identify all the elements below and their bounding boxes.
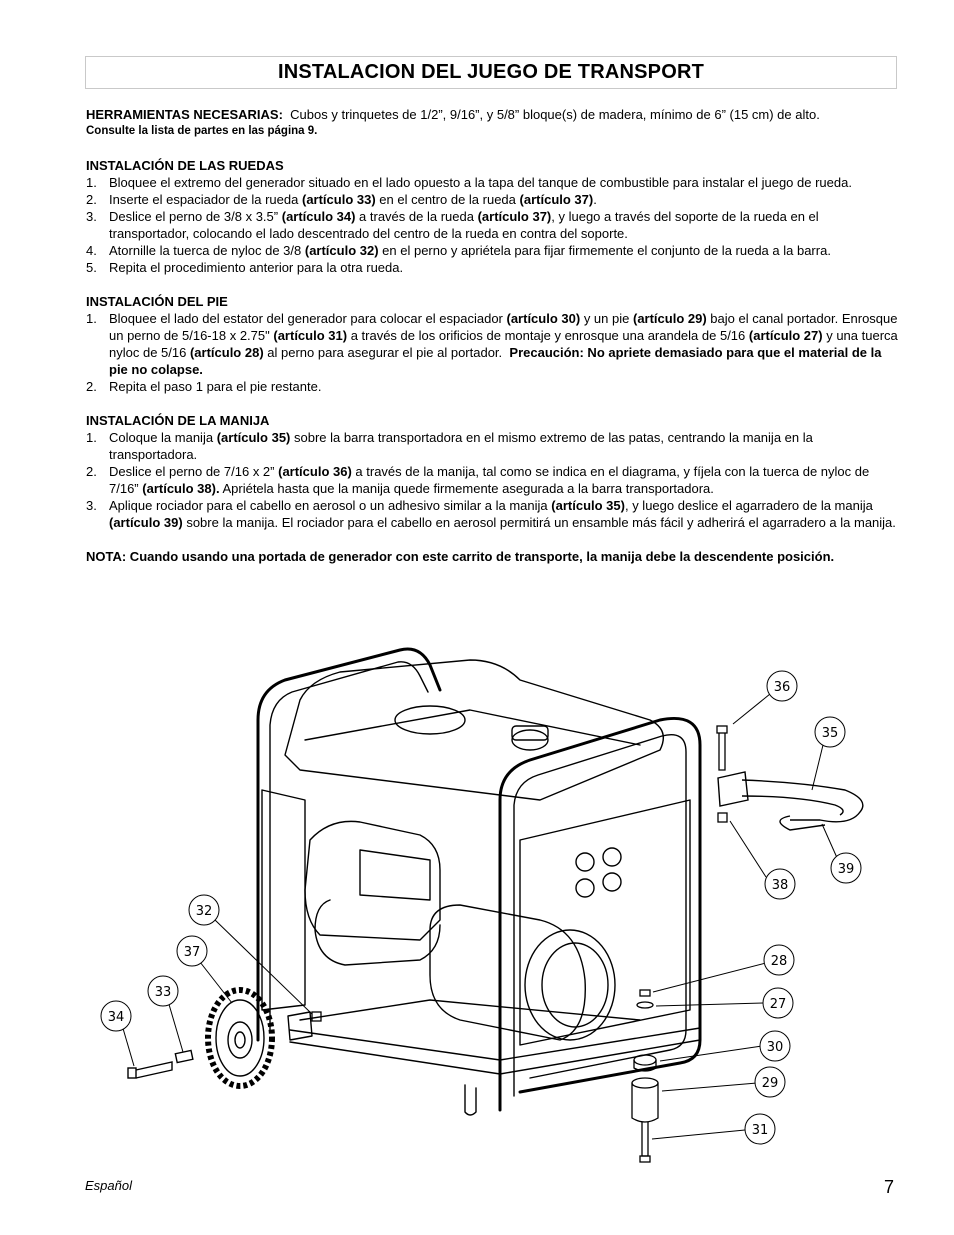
step-text: Deslice el perno de 7/16 x 2” bbox=[109, 464, 275, 479]
step-text: . bbox=[593, 192, 597, 207]
item-ref: (artículo 35) bbox=[216, 430, 291, 445]
step-text: Atornille la tuerca de nyloc de 3/8 bbox=[109, 243, 302, 258]
step-text: a través de la manija, tal como se indica en el diagrama, y fíjela con la tuerca de nyloc de 7/16” bbox=[109, 464, 870, 496]
step-text: al perno para asegurar el pie al portador. bbox=[267, 345, 503, 360]
engine-cylinder bbox=[360, 850, 430, 900]
alternator bbox=[430, 905, 585, 1040]
callout-label: 28 bbox=[770, 954, 788, 969]
item-ref: (artículo 28) bbox=[189, 345, 264, 360]
callout-29 bbox=[755, 1067, 785, 1097]
step-text: Inserte el espaciador de la rueda bbox=[109, 192, 299, 207]
handle-grip bbox=[780, 816, 825, 830]
step-text: Bloquee el lado del estator del generador para colocar el espaciador bbox=[109, 311, 503, 326]
handle bbox=[718, 772, 863, 830]
callout-28 bbox=[764, 945, 794, 975]
tank-opening bbox=[395, 706, 465, 734]
step-text: , y luego a través del soporte de la rueda en el transportador, colocando el lado descentrado del centro de la rueda en contra del soporte. bbox=[109, 209, 819, 241]
item-ref: (artículo 35) bbox=[551, 498, 625, 513]
callout-34 bbox=[101, 1001, 131, 1031]
item-ref: (artículo 27) bbox=[748, 328, 823, 343]
step-number: 3. bbox=[86, 498, 97, 513]
footer-language: Español bbox=[85, 1178, 132, 1193]
foot-assembly bbox=[632, 990, 658, 1162]
base-rail bbox=[300, 1000, 640, 1020]
step-text: sobre la manija. El rociador para el cabello en aerosol permitirá un ensamble más fácil y adherirá el agarradero a la manija. bbox=[186, 515, 896, 530]
rear-foot bbox=[465, 1085, 476, 1115]
callout-32 bbox=[189, 895, 219, 925]
tools-text: Cubos y trinquetes de 1/2”, 9/16”, y 5/8” bloque(s) de madera, mínimo de 6” (15 cm) de alto. bbox=[290, 107, 820, 122]
item-ref: (artículo 31) bbox=[273, 328, 348, 343]
side-panel bbox=[262, 790, 305, 1010]
handle-nut bbox=[718, 813, 727, 822]
callout-31 bbox=[745, 1114, 775, 1144]
callout-30 bbox=[760, 1031, 790, 1061]
base-rail bbox=[290, 1028, 700, 1060]
engine-block bbox=[305, 821, 440, 940]
callout-label: 29 bbox=[761, 1076, 779, 1091]
frame-front-tube bbox=[500, 718, 700, 1110]
item-ref: (artículo 39) bbox=[109, 515, 183, 530]
tank-ridge bbox=[305, 710, 640, 745]
item-ref: (artículo 34) bbox=[281, 209, 356, 224]
step-text: y un pie bbox=[583, 311, 630, 326]
outlet bbox=[576, 879, 594, 897]
handle-heading: INSTALACIÓN DE LA MANIJA bbox=[86, 413, 270, 428]
callout-label: 35 bbox=[821, 726, 839, 741]
axle-bolt bbox=[128, 1062, 172, 1078]
step-text: en el centro de la rueda bbox=[379, 192, 516, 207]
step-text: en el perno y apriétela para fijar firmemente el conjunto de la rueda a la barra. bbox=[382, 243, 831, 258]
callout-27 bbox=[763, 988, 793, 1018]
callout-label: 34 bbox=[107, 1010, 125, 1025]
handle-bolt bbox=[717, 726, 727, 770]
alternator-end-cap bbox=[525, 930, 615, 1040]
item-ref: (artículo 36) bbox=[278, 464, 352, 479]
frame-rear-tube-inner bbox=[270, 662, 428, 1030]
step-text: a través de la rueda bbox=[359, 209, 474, 224]
callout-label: 36 bbox=[773, 680, 791, 695]
wheel-bracket bbox=[288, 1012, 312, 1040]
wheel bbox=[208, 990, 272, 1086]
page-title: INSTALACION DEL JUEGO DE TRANSPORT bbox=[277, 61, 705, 83]
frame-front-tube-inner bbox=[514, 735, 686, 1096]
step-text: Repita el paso 1 para el pie restante. bbox=[109, 379, 322, 394]
step-text: Deslice el perno de 3/8 x 3.5” bbox=[109, 209, 279, 224]
step-number: 2. bbox=[86, 192, 97, 207]
outlet bbox=[603, 873, 621, 891]
step-number: 3. bbox=[86, 209, 97, 224]
step-number: 1. bbox=[86, 175, 97, 190]
fuel-tank bbox=[285, 660, 663, 800]
callout-37 bbox=[177, 936, 207, 966]
item-ref: (artículo 29) bbox=[632, 311, 707, 326]
step-number: 2. bbox=[86, 379, 97, 394]
callout-label: 37 bbox=[183, 945, 201, 960]
step-text: sobre la barra transportadora en el mismo extremo de las patas, centrando la manija en la transportadora. bbox=[109, 430, 813, 462]
item-ref: (artículo 30) bbox=[506, 311, 581, 326]
step-text: , y luego deslice el agarradero de la manija bbox=[624, 498, 873, 513]
step-text: a través de los orificios de montaje y enrosque una arandela de 5/16 bbox=[350, 328, 746, 343]
item-ref: (artículo 33) bbox=[301, 192, 376, 207]
control-panel bbox=[520, 800, 690, 1045]
item-ref: (artículo 38). bbox=[142, 481, 220, 496]
callout-35 bbox=[815, 717, 845, 747]
step-number: 5. bbox=[86, 260, 97, 275]
wheel-spacer bbox=[175, 1050, 193, 1062]
callout-label: 33 bbox=[154, 985, 172, 1000]
item-ref: (artículo 32) bbox=[304, 243, 379, 258]
tools-label: HERRAMIENTAS NECESARIAS: bbox=[86, 107, 283, 122]
parts-note: Consulte la lista de partes en las página 9. bbox=[86, 125, 318, 137]
callout-label: 39 bbox=[837, 862, 855, 877]
item-ref: (artículo 37) bbox=[477, 209, 552, 224]
step-number: 4. bbox=[86, 243, 97, 258]
page-number: 7 bbox=[884, 1177, 895, 1197]
callout-39 bbox=[831, 853, 861, 883]
callout-36 bbox=[767, 671, 797, 701]
callout-label: 27 bbox=[769, 997, 787, 1012]
muffler bbox=[315, 900, 440, 965]
step-text: Coloque la manija bbox=[109, 430, 214, 445]
callout-label: 30 bbox=[766, 1040, 784, 1055]
step-number: 1. bbox=[86, 311, 97, 326]
step-text: y una tuerca nyloc de 5/16 bbox=[109, 328, 898, 360]
step-text: bajo el canal portador. Enrosque un perno de 5/16-18 x 2.75" bbox=[109, 311, 898, 343]
step-text: Aplique rociador para el cabello en aerosol o un adhesivo similar a la manija bbox=[109, 498, 548, 513]
wheels-heading: INSTALACIÓN DE LAS RUEDAS bbox=[86, 158, 284, 173]
nota-text: NOTA: Cuando usando una portada de generador con este carrito de transporte, la manija debe la descendente posición. bbox=[86, 549, 835, 564]
step-text: Bloquee el extremo del generador situado en el lado opuesto a la tapa del tanque de combustible para instalar el juego de rueda. bbox=[109, 175, 852, 190]
callout-label: 32 bbox=[195, 904, 213, 919]
outlet bbox=[576, 853, 594, 871]
callout-label: 38 bbox=[771, 878, 789, 893]
item-ref: (artículo 37) bbox=[519, 192, 594, 207]
step-number: 1. bbox=[86, 430, 97, 445]
foot-heading: INSTALACIÓN DEL PIE bbox=[86, 294, 228, 309]
caution-text: Precaución: No apriete demasiado para que el material de la pie no colapse. bbox=[109, 345, 882, 377]
step-text: Repita el procedimiento anterior para la otra rueda. bbox=[109, 260, 404, 275]
callout-label: 31 bbox=[751, 1123, 769, 1138]
step-text: Apriétela hasta que la manija quede firmemente asegurada a la barra transportadora. bbox=[222, 481, 714, 496]
callout-38 bbox=[765, 869, 795, 899]
outlet bbox=[603, 848, 621, 866]
callout-33 bbox=[148, 976, 178, 1006]
step-number: 2. bbox=[86, 464, 97, 479]
